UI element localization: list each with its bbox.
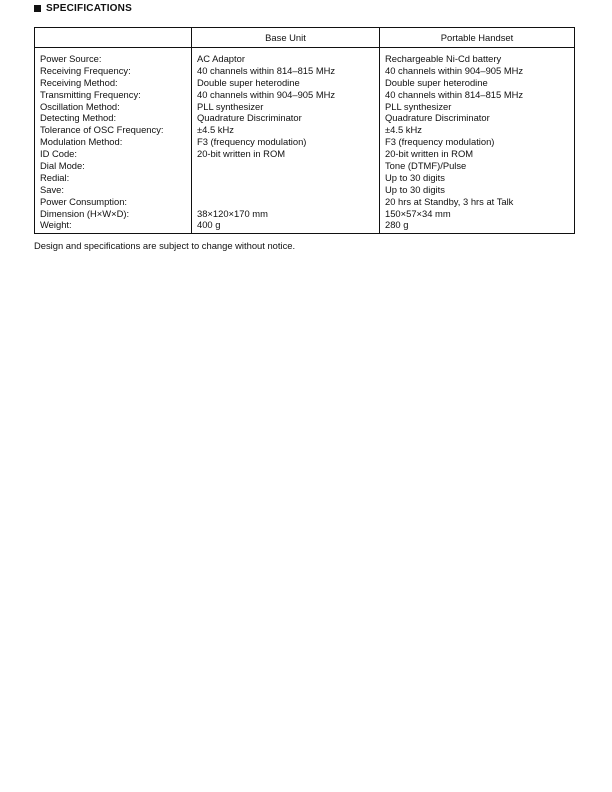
spec-label: Detecting Method: xyxy=(40,112,117,124)
table-body-row xyxy=(35,48,575,234)
handset-value: F3 (frequency modulation) xyxy=(385,136,495,148)
section-title: SPECIFICATIONS xyxy=(46,3,132,14)
base-unit-value: 38×120×170 mm xyxy=(197,207,268,219)
handset-value: Up to 30 digits xyxy=(385,171,445,183)
base-unit-value: AC Adaptor xyxy=(197,53,245,64)
spec-label: Dial Mode: xyxy=(40,160,85,172)
handset-value: Rechargeable Ni-Cd battery xyxy=(385,53,502,64)
spec-label: Receiving Frequency: xyxy=(40,64,131,76)
base-unit-value xyxy=(197,184,379,196)
handset-value: PLL synthesizer xyxy=(385,100,452,112)
header-base-unit: Base Unit xyxy=(192,28,380,48)
base-unit-value: Double super heterodine xyxy=(197,76,300,88)
section-heading xyxy=(34,3,132,14)
black-square-icon xyxy=(34,5,41,12)
handset-value: Up to 30 digits xyxy=(385,183,445,195)
spec-label: Save: xyxy=(40,183,64,195)
spec-label: Dimension (H×W×D): xyxy=(40,207,130,219)
base-unit-value xyxy=(197,196,379,208)
spec-label: Modulation Method: xyxy=(40,136,123,148)
base-unit-column xyxy=(192,48,380,234)
spec-label: Receiving Method: xyxy=(40,76,118,88)
disclaimer-footnote: Design and specifications are subject to change without notice. xyxy=(34,240,296,251)
base-unit-value: 400 g xyxy=(197,219,221,231)
base-unit-value: PLL synthesizer xyxy=(197,100,264,112)
base-unit-value: Quadrature Discriminator xyxy=(197,112,302,124)
base-unit-value: 40 channels within 814–815 MHz xyxy=(197,64,336,76)
spec-label: Oscillation Method: xyxy=(40,100,120,112)
handset-value: 40 channels within 814–815 MHz xyxy=(385,88,524,100)
base-unit-value: 40 channels within 904–905 MHz xyxy=(197,88,336,100)
handset-value: Double super heterodine xyxy=(385,76,488,88)
label-column xyxy=(35,48,192,234)
header-portable-handset: Portable Handset xyxy=(380,28,575,48)
spec-label: Transmitting Frequency: xyxy=(40,88,141,100)
table-header-row xyxy=(35,28,575,48)
handset-value: 40 channels within 904–905 MHz xyxy=(385,64,524,76)
base-unit-column-body xyxy=(192,48,379,233)
handset-column-body xyxy=(380,48,574,233)
header-label-column xyxy=(35,28,192,48)
spec-label: Redial: xyxy=(40,171,70,183)
spec-label: Tolerance of OSC Frequency: xyxy=(40,124,164,136)
handset-value: 20 hrs at Standby, 3 hrs at Talk xyxy=(385,195,514,207)
handset-value: 280 g xyxy=(385,219,409,231)
handset-value: ±4.5 kHz xyxy=(385,124,422,136)
handset-value: Tone (DTMF)/Pulse xyxy=(385,160,467,172)
base-unit-value: 20-bit written in ROM xyxy=(197,148,286,160)
handset-column xyxy=(380,48,575,234)
handset-value: 150×57×34 mm xyxy=(385,207,451,219)
base-unit-value xyxy=(197,172,379,184)
handset-value: Quadrature Discriminator xyxy=(385,112,490,124)
base-unit-value xyxy=(197,160,379,172)
spec-label: ID Code: xyxy=(40,148,77,160)
base-unit-value: F3 (frequency modulation) xyxy=(197,136,307,148)
handset-value: 20-bit written in ROM xyxy=(385,148,474,160)
label-column-body xyxy=(35,48,191,233)
base-unit-value: ±4.5 kHz xyxy=(197,124,234,136)
spec-label: Power Consumption: xyxy=(40,195,128,207)
spec-label: Power Source: xyxy=(40,53,102,64)
specifications-table xyxy=(34,27,575,234)
spec-label: Weight: xyxy=(40,219,72,231)
